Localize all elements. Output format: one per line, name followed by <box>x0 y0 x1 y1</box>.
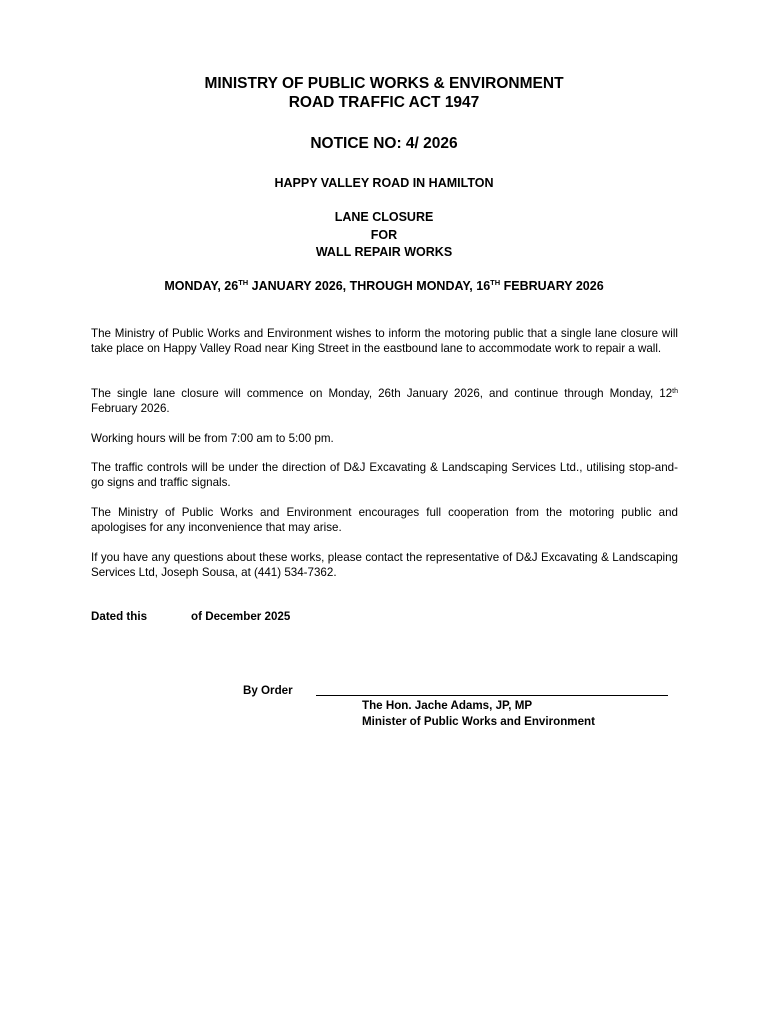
closure-dates <box>0 277 768 295</box>
act-name: ROAD TRAFFIC ACT 1947 <box>288 94 480 111</box>
closure-line-2: FOR <box>370 227 398 242</box>
dated-this-label: Dated this <box>91 610 148 623</box>
paragraph-contact: If you have any questions about these works, please contact the representative of D&J Excavating & Landscaping Services Ltd, Joseph Sousa, at (441) 534-7362. <box>91 551 678 579</box>
paragraph-cooperation: The Ministry of Public Works and Environment encourages full cooperation from the motoring public and apologises for any inconvenience that may arise. <box>91 506 678 534</box>
paragraph-commence-end: February 2026. <box>91 402 170 415</box>
closure-line-3: WALL REPAIR WORKS <box>315 245 453 259</box>
dates-part-1: MONDAY, 26 <box>164 279 239 293</box>
closure-title <box>0 209 768 262</box>
closure-line-1: LANE CLOSURE <box>334 210 434 224</box>
document-header <box>0 74 768 112</box>
dates-part-3: FEBRUARY 2026 <box>500 279 604 293</box>
dated-month: of December 2025 <box>191 610 291 623</box>
dated-line <box>91 609 290 624</box>
paragraph-commence-text: The single lane closure will commence on Monday, 26th January 2026, and continue through Monday, 12 <box>91 387 673 400</box>
by-order-label: By Order <box>243 684 293 697</box>
signatory-block <box>362 698 595 729</box>
signatory-title: Minister of Public Works and Environment <box>362 714 595 728</box>
paragraph-traffic-controls: The traffic controls will be under the direction of D&J Excavating & Landscaping Services Ltd., utilising stop-and-go signs and traffic signals. <box>91 461 678 489</box>
paragraph-intro: The Ministry of Public Works and Environment wishes to inform the motoring public that a single lane closure will take place on Happy Valley Road near King Street in the eastbound lane to accommodate work to repair a wall. <box>91 327 678 355</box>
road-name: HAPPY VALLEY ROAD IN HAMILTON <box>274 176 494 190</box>
notice-number: NOTICE NO: 4/ 2026 <box>310 135 458 152</box>
signature-line <box>316 695 668 696</box>
signatory-name: The Hon. Jache Adams, JP, MP <box>362 699 533 712</box>
ministry-name: MINISTRY OF PUBLIC WORKS & ENVIRONMENT <box>204 75 564 92</box>
dates-part-2: JANUARY 2026, THROUGH MONDAY, 16 <box>248 279 491 293</box>
dates-sup-2: TH <box>490 278 501 287</box>
dates-sup-1: TH <box>238 278 249 287</box>
paragraph-hours: Working hours will be from 7:00 am to 5:00 pm. <box>91 432 334 445</box>
paragraph-commence <box>91 386 678 416</box>
paragraph-commence-sup: th <box>672 388 678 395</box>
